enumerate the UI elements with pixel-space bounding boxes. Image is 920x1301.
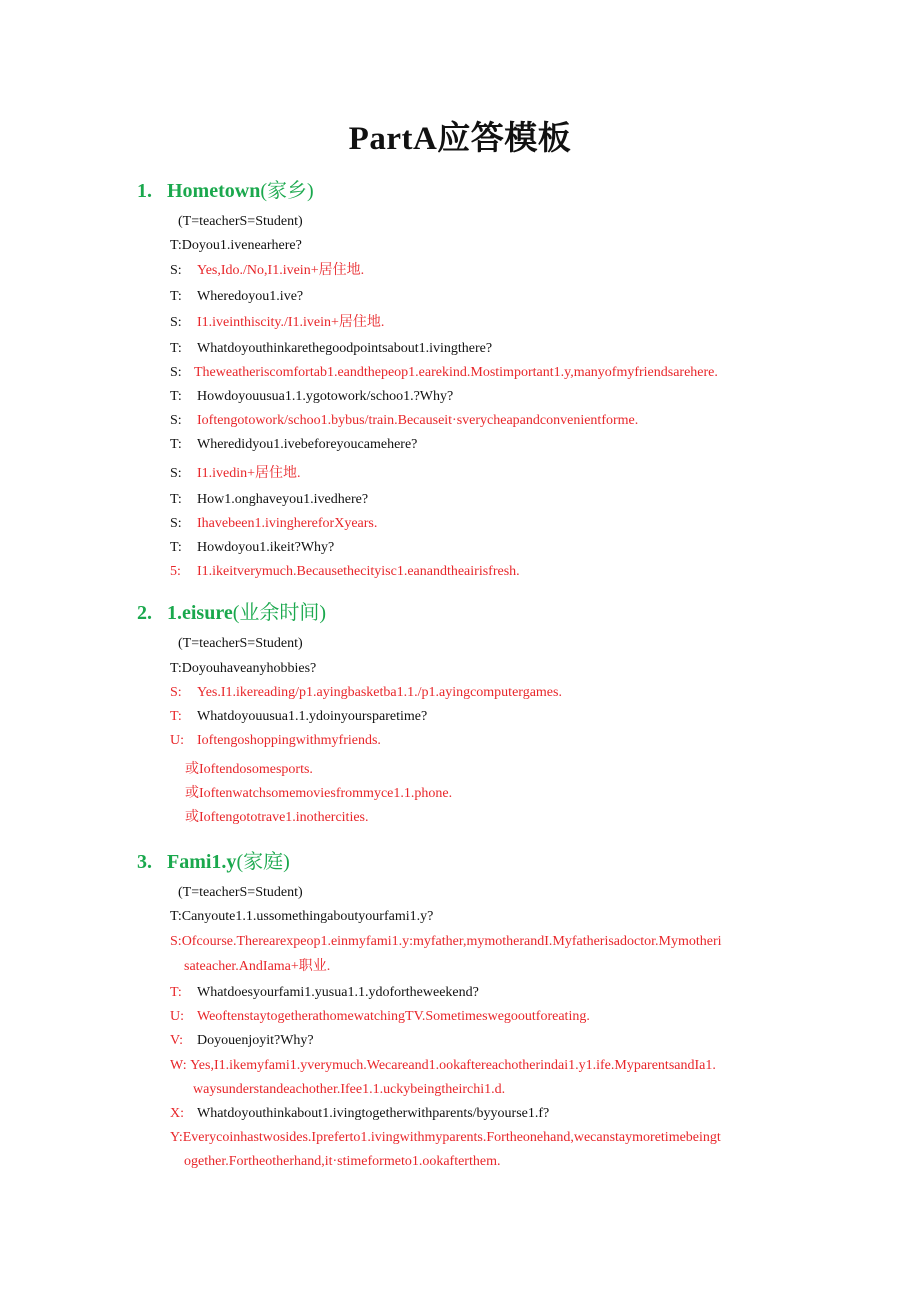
speaker-label: S: [170, 263, 182, 278]
question-line: Whatdoyouthinkarethegoodpointsabout1.ivingthere? [197, 341, 493, 356]
question-line: How1.onghaveyou1.ivedhere? [197, 492, 369, 507]
question-line: Whatdoyouthinkabout1.ivingtogetherwithparents/byyourse1.f? [197, 1106, 550, 1121]
answer-line: Yes.I1.ikereading/p1.ayingbasketba1.1./p1.ayingcomputergames. [197, 685, 562, 700]
section-title-cn: (业余时间) [232, 602, 327, 624]
answer-line: I1.iveinthiscity./I1.ivein+居住地. [197, 315, 385, 330]
answer-line: I1.ikeitverymuch.Becausethecityisc1.eanandtheairisfresh. [197, 564, 520, 579]
answer-continuation: ogether.Fortheotherhand,it·stimeformeto1.ookafterthem. [184, 1154, 501, 1169]
answer-line: I1.ivedin+居住地. [197, 466, 301, 481]
speaker-label: T: [170, 985, 182, 1000]
speaker-label: S: [170, 934, 182, 949]
alternative-answer: 或Ioftenwatchsomemoviesfrommyce1.1.phone. [185, 786, 453, 801]
speaker-label: T: [170, 437, 182, 452]
speaker-label: S: [170, 685, 182, 700]
answer-line [170, 1129, 721, 1147]
section-title-cn: (家庭) [236, 851, 290, 873]
question-line: Wheredidyou1.ivebeforeyoucamehere? [197, 437, 418, 452]
speaker-label: S: [170, 413, 182, 428]
dialogue-intro: T:Canyoute1.1.ussomethingaboutyourfami1.y? [170, 909, 434, 924]
section-heading-family [137, 845, 290, 874]
answer-line: Theweatheriscomfortab1.eandthepeop1.earekind.Mostimportant1.y,manyofmyfriendsarehere. [194, 365, 718, 380]
role-note: (T=teacherS=Student) [178, 885, 303, 900]
answer-continuation: waysunderstandeachother.Ifee1.1.uckybeingtheirchi1.d. [193, 1082, 506, 1097]
speaker-label: T: [170, 492, 182, 507]
speaker-label: T: [170, 709, 182, 724]
answer-text: Yes,I1.ikemyfami1.yverymuch.Wecareand1.ookaftereachotherindai1.y1.ife.MyparentsandIa1. [190, 1058, 716, 1073]
speaker-label: S: [170, 466, 182, 481]
section-heading-hometown [137, 174, 314, 203]
section-number: 1. [137, 180, 152, 202]
speaker-label: T: [170, 389, 182, 404]
question-line: Whatdoyouusua1.1.ydoinyoursparetime? [197, 709, 428, 724]
alternative-answer: 或Ioftendosomesports. [185, 762, 313, 777]
answer-line: WeoftenstaytogetherathomewatchingTV.Sometimeswegooutforeating. [197, 1009, 590, 1024]
speaker-label: X: [170, 1106, 184, 1121]
answer-line [170, 1057, 716, 1075]
speaker-label: V: [170, 1033, 183, 1048]
speaker-label: T: [170, 341, 182, 356]
speaker-label: S: [170, 365, 182, 380]
speaker-label: Y: [170, 1130, 183, 1145]
question-line: Wheredoyou1.ive? [197, 289, 304, 304]
speaker-label: 5: [170, 564, 181, 579]
speaker-label: T: [170, 540, 182, 555]
answer-line [170, 933, 722, 951]
dialogue-intro: T:Doyouhaveanyhobbies? [170, 661, 317, 676]
dialogue-intro: T:Doyou1.ivenearhere? [170, 238, 302, 253]
speaker-label: U: [170, 1009, 184, 1024]
section-title: 1.eisure [167, 602, 233, 624]
section-number: 3. [137, 851, 152, 873]
answer-line: Ioftengotowork/schoo1.bybus/train.Becauseit·sverycheapandconvenientforme. [197, 413, 639, 428]
section-title-cn: (家乡) [260, 180, 314, 202]
answer-line: Yes,Ido./No,I1.ivein+居住地. [197, 263, 365, 278]
answer-continuation: sateacher.AndIama+职业. [184, 959, 331, 974]
question-line: Doyouenjoyit?Why? [197, 1033, 314, 1048]
answer-text: Everycoinhastwosides.Ipreferto1.ivingwithmyparents.Fortheonehand,wecanstaymoretimebeingt [182, 1130, 721, 1145]
alternative-answer: 或Ioftengototrave1.inothercities. [185, 810, 369, 825]
question-line: Howdoyouusua1.1.ygotowork/schoo1.?Why? [197, 389, 454, 404]
speaker-label: S: [170, 516, 182, 531]
question-line: Whatdoesyourfami1.yusua1.1.ydofortheweekend? [197, 985, 479, 1000]
answer-text: Ofcourse.Therearexpeop1.einmyfami1.y:myfather,mymotherandI.Myfatherisadoctor.Mymotheri [181, 934, 722, 949]
speaker-label: S: [170, 315, 182, 330]
speaker-label: T: [170, 289, 182, 304]
role-note: (T=teacherS=Student) [178, 636, 303, 651]
answer-line: Ihavebeen1.ivinghereforXyears. [197, 516, 378, 531]
role-note: (T=teacherS=Student) [178, 214, 303, 229]
question-line: Howdoyou1.ikeit?Why? [197, 540, 335, 555]
page-title: PartA应答模板 [348, 121, 572, 157]
section-title: Hometown [167, 180, 261, 202]
speaker-label: W: [170, 1058, 187, 1073]
section-heading-leisure [137, 596, 326, 625]
section-title: Fami1.y [167, 851, 237, 873]
speaker-label: U: [170, 733, 184, 748]
answer-line: Ioftengoshoppingwithmyfriends. [197, 733, 381, 748]
section-number: 2. [137, 602, 152, 624]
